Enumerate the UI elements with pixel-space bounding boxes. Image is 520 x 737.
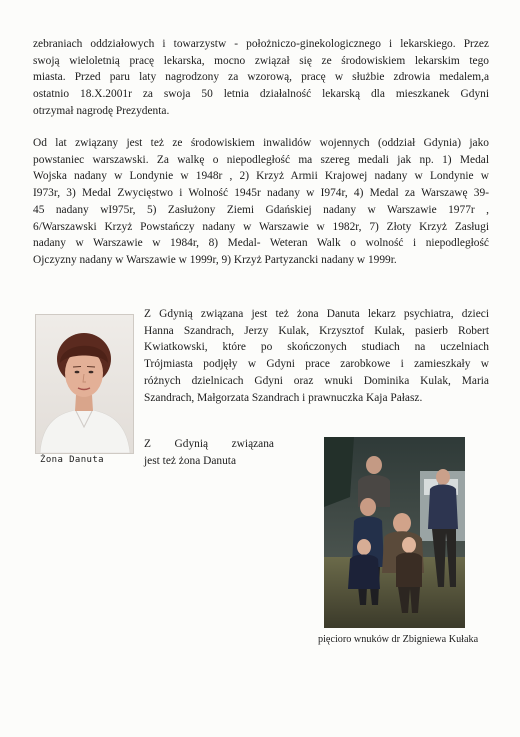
text-line: miasta. Przed paru laty nagrodzony za wzorową, pracę w służbie zdrowia medalem,a [33,71,489,84]
paragraph-4 [144,436,274,469]
portrait-photo [35,314,134,454]
text-line: I973r, 3) Medal Zwycięstwo i Wolność 1945r nadany w I974r, 4) Medal za Warszawę 39- [33,187,489,200]
text-line: jest też żona Danuta [144,454,237,467]
paragraph-2 [33,135,489,269]
text-line: różnych dzielnicach Gdyni oraz wnuki Dominika Kulak, Maria [144,374,489,387]
text-line: Hanna Szandrach, Jerzy Kulak, Krzysztof Kulak, pasierb Robert [144,324,489,337]
text-line: Z Gdynią związana [144,438,274,450]
text-line: powstaniec warszawski. Za walkę o niepodległość ma szereg medali jak np. 1) Medal [33,153,489,166]
text-line: Z Gdynią związana jest też żona Danuta lekarz psychiatra, dzieci [144,308,489,320]
text-line: nadany w Warszawie w 1984r, 8) Medal- Weteran Walk o wolność i niepodległość [33,237,489,250]
family-caption: pięcioro wnuków dr Zbigniewa Kułaka [318,634,479,645]
text-line: 6/Warszawski Krzyż Powstańczy nadany w Warszawie w 1982r, 7) Złoty Krzyż Zasługi [33,220,489,233]
text-line: Wojska nadany w Londynie w 1948r , 2) Krzyż Armii Krajowej nadany w Londynie w [33,170,489,183]
paragraph-3 [144,306,489,406]
family-photo [324,437,465,628]
text-line: Trójmiasta podjęły w Gdyni prace zarobkowe i zamieszkały w [144,358,489,371]
portrait-caption: Żona Danuta [40,455,105,465]
text-line: ostatnio 18.X.2001r za swoja 50 letnia działalność lekarską dla mieszkanek Gdyni [33,88,489,101]
text-line: Od lat związany jest też ze środowiskiem inwalidów wojennych (oddział Gdynia) jako [33,137,489,149]
text-line: Ojczyzny nadany w Warszawie w 1999r, 9) Krzyż Partyzancki nadany w 1999r. [33,253,397,266]
text-line: swoją wieloletnią pracę lekarska, mocno związał się ze środowiskiem lekarskim tego [33,54,489,67]
text-line: Kwiatkowski, które po skończonych studiach na uczelniach [144,341,489,354]
text-line: Szandrach, Małgorzata Szandrach i prawnuczka Kaja Pałasz. [144,391,423,404]
paragraph-1 [33,36,489,120]
text-line: 45 nadany wI975r, 5) Zasłużony Ziemi Gdańskiej nadany w Warszawie 1977r , [33,203,489,216]
text-line: zebraniach oddziałowych i towarzystw - położniczo-ginekologicznego i lekarskiego. Przez [33,38,489,50]
text-line: otrzymał nagrodę Prezydenta. [33,104,170,117]
